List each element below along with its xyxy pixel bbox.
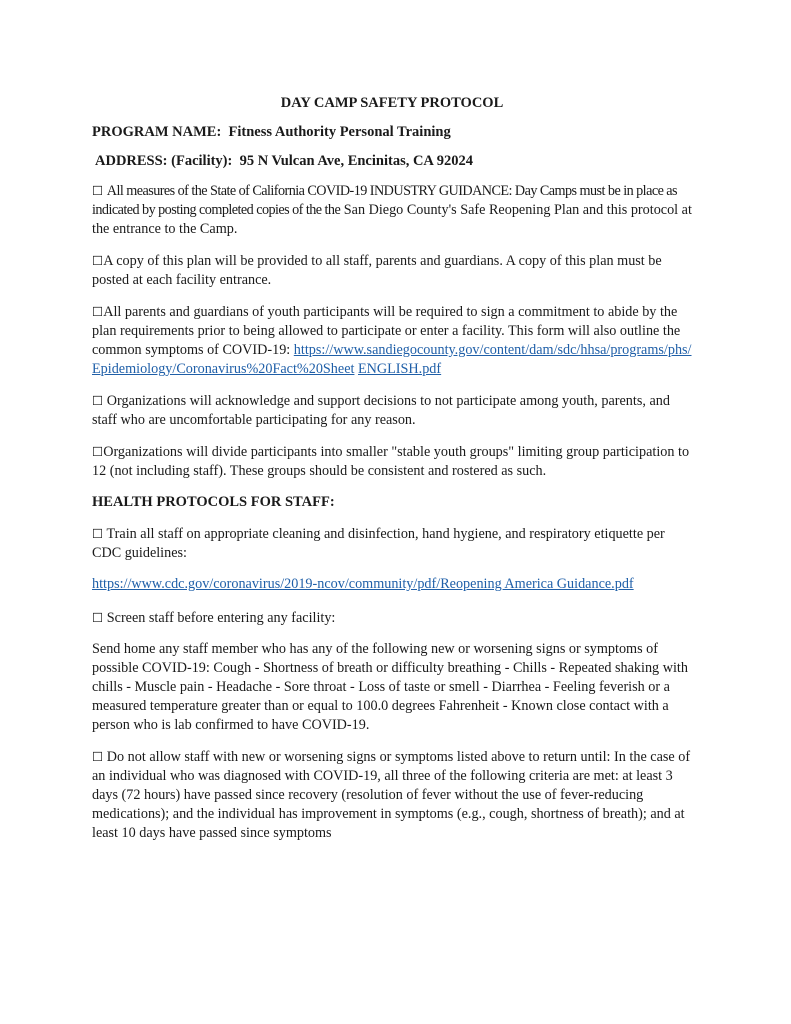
item-return-criteria	[92, 747, 692, 843]
item-train-staff-text: Train all staff on appropriate cleaning and disinfection, hand hygiene, and respiratory etiquette per CDC guidelines:	[92, 526, 665, 561]
address-label: ADDRESS: (Facility):	[95, 153, 233, 169]
item-state-guidance-text: San Diego County's Safe Reopening Plan and this protocol at the entrance to the Camp.	[92, 202, 692, 237]
item-copy-of-plan-text: A copy of this plan will be provided to all staff, parents and guardians. A copy of this plan must be posted at each facility entrance.	[92, 253, 662, 288]
item-parent-commitment-text: All parents and guardians of youth participants will be required to sign a commitment to abide by the plan requirements prior to being allowed to participate or enter a facility. This form will also outline the common symptoms of COVID-19:	[92, 304, 681, 358]
item-acknowledge-decisions-text: Organizations will acknowledge and support decisions to not participate among youth, parents, and staff who are uncomfortable participating for any reason.	[92, 393, 670, 428]
checkbox-icon: ☐	[92, 444, 104, 459]
program-name-value: Fitness Authority Personal Training	[228, 124, 451, 140]
item-stable-groups	[92, 442, 692, 481]
item-parent-commitment	[92, 302, 692, 379]
program-name-label: PROGRAM NAME:	[92, 124, 222, 140]
item-acknowledge-decisions	[92, 391, 692, 430]
send-home-paragraph: Send home any staff member who has any of the following new or worsening signs or symptoms of possible COVID-19: Cough - Shortness of breath or difficulty breathing - Chills - Repeated shaking with chills - Muscle pain - Headache - Sore throat - Loss of taste or smell - Diarrhea - Feeling feverish or a measured temperature greater than or equal to 100.0 degrees Fahrenheit - Known close contact with a person who is lab confirmed to have COVID-19.	[92, 641, 688, 733]
fact-sheet-link-suffix[interactable]: ENGLISH.pdf	[357, 361, 442, 377]
item-return-criteria-text: Do not allow staff with new or worsening signs or symptoms listed above to return until: In the case of an individual who was diagnosed with COVID-19, all three of the following criteria are met: at least 3 days (72 hours) have passed since recovery (resolution of fever without the use of fever-reducing medications); and the individual has improvement in symptoms (e.g., cough, shortness of breath); and at least 10 days have passed since symptoms	[92, 749, 691, 841]
item-copy-of-plan	[92, 251, 692, 290]
item-screen-staff-text: Screen staff before entering any facility:	[106, 610, 336, 626]
item-stable-groups-text: Organizations will divide participants into smaller "stable youth groups" limiting group participation to 12 (not including staff). These groups should be consistent and rostered as such.	[92, 444, 690, 479]
document-title: DAY CAMP SAFETY PROTOCOL	[280, 95, 504, 111]
program-name-line	[92, 123, 692, 142]
checkbox-icon: ☐	[92, 749, 104, 764]
address-value: 95 N Vulcan Ave, Encinitas, CA 92024	[239, 153, 473, 169]
checkbox-icon: ☐	[92, 183, 104, 198]
checkbox-icon: ☐	[92, 610, 104, 625]
cdc-link-line	[92, 575, 692, 594]
cdc-guidance-link[interactable]: https://www.cdc.gov/coronavirus/2019-ncov/community/pdf/Reopening America Guidance.pdf	[92, 576, 634, 592]
checkbox-icon: ☐	[92, 253, 104, 268]
item-state-guidance	[92, 181, 692, 239]
item-screen-staff	[92, 608, 692, 628]
fact-sheet-link[interactable]: https://www.sandiegocounty.gov/content/dam/sdc/hhsa/programs/phs/Epidemiology/Coronavirus%20Fact%20Sheet	[92, 342, 692, 377]
health-protocols-heading: HEALTH PROTOCOLS FOR STAFF:	[92, 494, 335, 510]
item-state-guidance-text-condensed: All measures of the State of California COVID-19 INDUSTRY GUIDANCE: Day Camps must be in place as indicated by posting completed copies of the the	[92, 183, 678, 218]
checkbox-icon: ☐	[92, 393, 104, 408]
checkbox-icon: ☐	[92, 526, 104, 541]
item-train-staff	[92, 524, 692, 563]
address-line	[92, 152, 692, 171]
checkbox-icon: ☐	[92, 304, 104, 319]
document-page	[92, 94, 692, 855]
